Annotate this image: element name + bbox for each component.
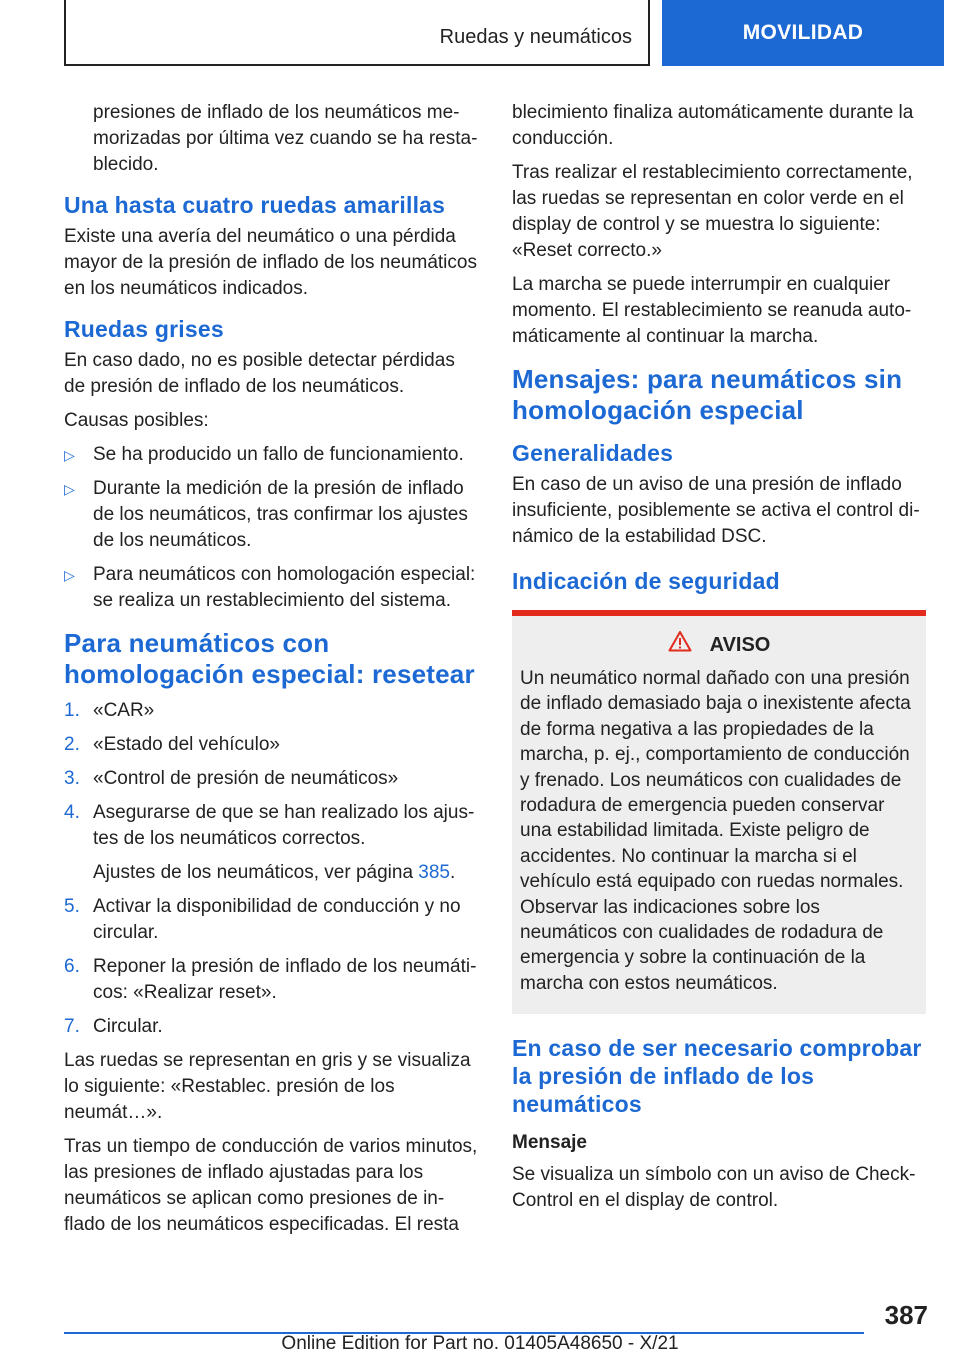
heading-general: Generalidades [512,440,674,466]
step-item [64,800,478,852]
right-column [512,100,926,1222]
section-title: Ruedas y neumáticos [439,26,632,48]
step-item [64,954,478,1006]
list-item [64,562,478,614]
heading-messages: Mensajes: para neumáticos sin homologación especial [512,364,903,425]
step-text: «CAR» [93,700,155,721]
step-number: 1. [64,700,80,721]
step-text: Circular. [93,1016,163,1037]
warning-header [520,630,918,660]
step-number: 4. [64,802,80,823]
section-tab [64,0,650,66]
bullet-text: Durante la medición de la presión de inflado de los neumáticos, tras confirmar los ajustes de los neumáticos. [93,478,468,551]
page-number: 387 [884,1300,928,1330]
triangle-bullet-icon: ▷ [64,447,75,463]
step-number: 3. [64,768,80,789]
heading-reset: Para neumáticos con homologación especial: resetear [64,628,475,689]
heading-message: Mensaje [512,1132,587,1154]
step-number: 5. [64,896,80,917]
causes-label: Causas posibles: [64,410,209,431]
bullet-text: Para neumáticos con homologación especial: se realiza un restablecimiento del sistema. [93,564,476,611]
step-reference: Ajustes de los neumáticos, ver página 385. [93,862,456,883]
warning-text: Un neumático normal dañado con una presión de inflado demasiado baja o inexistente afecta de forma negativa a las propiedades de la marcha, p. ej., comportamiento de conducción y frenado. Los neumáticos con cualidades de rodadura de emergencia pueden conservar una estabilidad limitada. Existe peligro de accidentes. No continuar la marcha si el vehículo está equipado con ruedas normales. Observar las indicaciones sobre los neumáticos con cualidades de rodadura de emergencia y sobre la continuación de la marcha con estos neumáticos. [520,668,911,994]
heading-safety: Indicación de seguridad [512,568,780,594]
reset-interrupt-paragraph: La marcha se puede interrumpir en cualquier momento. El restablecimiento se reanuda automáticamente al continuar la marcha. [512,274,912,347]
message-text: Se visualiza un símbolo con un aviso de Check-Control en el display de control. [512,1164,916,1212]
left-column [64,100,478,1246]
triangle-bullet-icon: ▷ [64,567,75,583]
step-item [64,766,478,792]
step-number: 7. [64,1016,80,1037]
step-item [64,894,478,946]
apply-pressures-paragraph: Tras un tiempo de conducción de varios minutos, las presiones de inflado ajustadas para los neumáticos se aplican como presiones de inflado de los neumáticos especificadas. El resta [64,1136,478,1235]
page-header [0,0,960,66]
list-item [64,476,478,554]
step-item [64,698,478,724]
chapter-tab: MOVILIDAD [662,0,944,66]
intro-paragraph: presiones de inflado de los neumáticos memorizadas por última vez cuando se ha restablecido. [93,102,478,175]
warning-triangle-icon [668,630,692,660]
step-number: 2. [64,734,80,755]
footer-edition: Online Edition for Part no. 01405A48650 - X/21 [281,1333,679,1354]
general-text: En caso de un aviso de una presión de inflado insuficiente, posiblemente se activa el control dinámico de la estabilidad DSC. [512,474,920,547]
step-item [64,732,478,758]
step-text: «Estado del vehículo» [93,734,280,755]
warning-title: AVISO [709,634,771,656]
grey-wheels-text: En caso dado, no es posible detectar pérdidas de presión de inflado de los neumáticos. [64,350,455,397]
yellow-wheels-text: Existe una avería del neumático o una pérdida mayor de la presión de inflado de los neumáticos en los neumáticos indicados. [64,226,477,299]
heading-check-pressure: En caso de ser necesario comprobar la presión de inflado de los neumáticos [512,1035,922,1118]
step-text: Reponer la presión de inflado de los neumáticos: «Realizar reset». [93,956,477,1003]
warning-box [512,610,926,1014]
step-item [64,1014,478,1040]
grey-display-paragraph: Las ruedas se representan en gris y se visualiza lo siguiente: «Restablec. presión de los neumát…». [64,1050,471,1123]
bullet-text: Se ha producido un fallo de funcionamiento. [93,444,464,465]
step-text: «Control de presión de neumáticos» [93,768,399,789]
triangle-bullet-icon: ▷ [64,481,75,497]
reset-success-paragraph: Tras realizar el restablecimiento correctamente, las ruedas se representan en color verde en el display de control y se muestra lo siguiente: «Reset correcto.» [512,162,913,261]
step-text: Asegurarse de que se han realizado los ajustes de los neumáticos correctos. [93,802,475,849]
heading-yellow-wheels: Una hasta cuatro ruedas amarillas [64,192,446,218]
page-link[interactable]: 385 [418,862,450,883]
reset-end-paragraph: blecimiento finaliza automáticamente durante la conducción. [512,102,914,149]
step-text: Activar la disponibilidad de conducción y no circular. [93,896,461,943]
heading-grey-wheels: Ruedas grises [64,316,224,342]
list-item [64,442,478,468]
step-number: 6. [64,956,80,977]
